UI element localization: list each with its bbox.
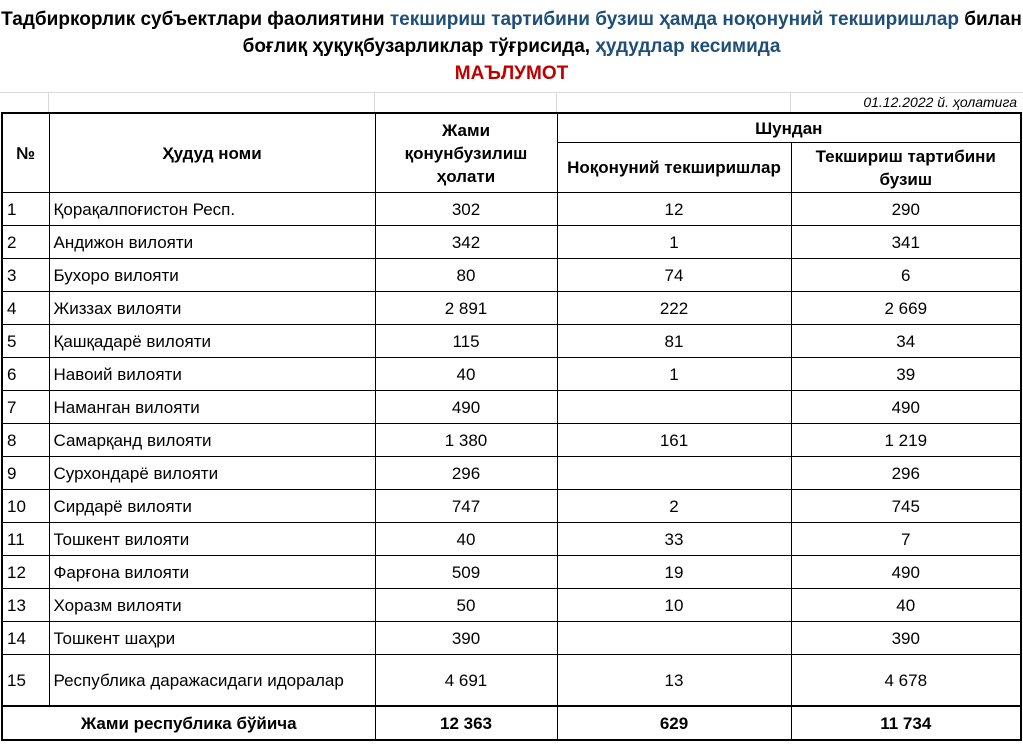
row-name: Жиззах вилояти [49, 292, 375, 325]
row-total: 342 [375, 226, 557, 259]
row-violation: 40 [791, 589, 1021, 622]
row-no: 4 [2, 292, 49, 325]
row-total: 747 [375, 490, 557, 523]
row-name: Навоий вилояти [49, 358, 375, 391]
row-total: 2 891 [375, 292, 557, 325]
table-row [2, 556, 1021, 589]
row-total: 490 [375, 391, 557, 424]
row-total: 302 [375, 193, 557, 226]
row-total: 390 [375, 622, 557, 655]
row-illegal: 1 [557, 226, 791, 259]
row-name: Тошкент шаҳри [49, 622, 375, 655]
row-no: 5 [2, 325, 49, 358]
row-illegal: 81 [557, 325, 791, 358]
header-region: Ҳудуд номи [49, 113, 375, 193]
title-part-4: ҳудудлар кесимида [595, 36, 781, 57]
title-part-1: Тадбиркорлик субъектлари фаолиятини [1, 9, 390, 30]
table-row [2, 358, 1021, 391]
header-violation: Текшириш тартибини бузиш [791, 143, 1021, 193]
row-no: 2 [2, 226, 49, 259]
table-body [2, 193, 1021, 741]
header-group: Шундан [557, 113, 1021, 143]
row-violation: 490 [791, 556, 1021, 589]
row-name: Наманган вилояти [49, 391, 375, 424]
row-illegal: 74 [557, 259, 791, 292]
row-illegal: 161 [557, 424, 791, 457]
table-row [2, 622, 1021, 655]
row-name: Қашқадарё вилояти [49, 325, 375, 358]
row-violation: 34 [791, 325, 1021, 358]
table-row [2, 655, 1021, 707]
row-no: 6 [2, 358, 49, 391]
title-part-2: текшириш тартибини бузиш ҳамда ноқонуний текширишлар [389, 9, 959, 30]
row-no: 15 [2, 655, 49, 707]
row-name: Фарғона вилояти [49, 556, 375, 589]
totals-row [2, 706, 1021, 740]
row-illegal: 222 [557, 292, 791, 325]
totals-label: Жами республика бўйича [2, 706, 375, 740]
totals-illegal: 629 [557, 706, 791, 740]
row-violation: 296 [791, 457, 1021, 490]
table-row [2, 523, 1021, 556]
row-violation: 2 669 [791, 292, 1021, 325]
row-violation: 39 [791, 358, 1021, 391]
row-illegal: 33 [557, 523, 791, 556]
row-no: 7 [2, 391, 49, 424]
row-no: 13 [2, 589, 49, 622]
row-illegal: 19 [557, 556, 791, 589]
row-name: Тошкент вилояти [49, 523, 375, 556]
row-no: 12 [2, 556, 49, 589]
row-illegal [557, 457, 791, 490]
row-no: 10 [2, 490, 49, 523]
header-total: Жами қонунбузилиш ҳолати [375, 113, 557, 193]
totals-violation: 11 734 [791, 706, 1021, 740]
row-illegal: 12 [557, 193, 791, 226]
row-no: 1 [2, 193, 49, 226]
row-total: 80 [375, 259, 557, 292]
row-name: Бухоро вилояти [49, 259, 375, 292]
row-name: Республика даражасидаги идоралар [49, 655, 375, 707]
row-illegal [557, 391, 791, 424]
title-line [0, 6, 1023, 60]
table-row [2, 325, 1021, 358]
row-illegal: 2 [557, 490, 791, 523]
row-illegal: 13 [557, 655, 791, 707]
title-part-3: билан боғлиқ ҳуқуқбузарликлар тўғрисида, [242, 9, 1022, 57]
row-no: 3 [2, 259, 49, 292]
row-total: 115 [375, 325, 557, 358]
row-name: Самарқанд вилояти [49, 424, 375, 457]
row-total: 1 380 [375, 424, 557, 457]
row-total: 296 [375, 457, 557, 490]
row-name: Андижон вилояти [49, 226, 375, 259]
row-illegal [557, 622, 791, 655]
data-table [1, 112, 1022, 741]
table-row [2, 391, 1021, 424]
table-row [2, 589, 1021, 622]
row-name: Хоразм вилояти [49, 589, 375, 622]
table-row [2, 424, 1021, 457]
row-total: 4 691 [375, 655, 557, 707]
row-violation: 341 [791, 226, 1021, 259]
row-violation: 290 [791, 193, 1021, 226]
row-violation: 490 [791, 391, 1021, 424]
row-violation: 1 219 [791, 424, 1021, 457]
date-note: 01.12.2022 й. ҳолатига [863, 94, 1017, 110]
row-violation: 7 [791, 523, 1021, 556]
table-row [2, 292, 1021, 325]
row-no: 11 [2, 523, 49, 556]
row-no: 8 [2, 424, 49, 457]
row-no: 14 [2, 622, 49, 655]
row-total: 40 [375, 523, 557, 556]
row-total: 50 [375, 589, 557, 622]
row-illegal: 1 [557, 358, 791, 391]
row-violation: 390 [791, 622, 1021, 655]
row-violation: 745 [791, 490, 1021, 523]
table-row [2, 490, 1021, 523]
row-total: 509 [375, 556, 557, 589]
table-row [2, 226, 1021, 259]
row-total: 40 [375, 358, 557, 391]
report-title [0, 0, 1023, 92]
table-row [2, 259, 1021, 292]
header-illegal: Ноқонуний текширишлар [557, 143, 791, 193]
row-no: 9 [2, 457, 49, 490]
row-violation: 6 [791, 259, 1021, 292]
totals-total: 12 363 [375, 706, 557, 740]
row-violation: 4 678 [791, 655, 1021, 707]
table-row [2, 457, 1021, 490]
table-row [2, 193, 1021, 226]
row-illegal: 10 [557, 589, 791, 622]
row-name: Қорақалпоғистон Респ. [49, 193, 375, 226]
row-name: Сирдарё вилояти [49, 490, 375, 523]
report-subtitle: МАЪЛУМОТ [454, 63, 569, 84]
header-no: № [2, 113, 49, 193]
row-name: Сурхондарё вилояти [49, 457, 375, 490]
